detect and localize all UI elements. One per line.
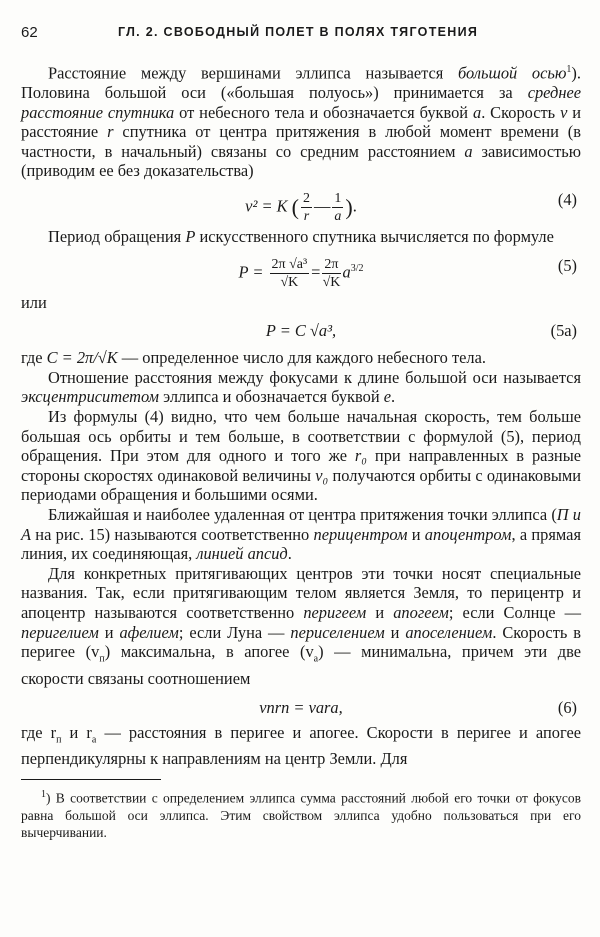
equation-5a: P = C √a³, (5a) xyxy=(265,321,577,341)
paragraph-special-names: Для конкретных притягивающих центров эти точки носят специальные названия. Так, если притягивающим телом является Земля, то перицентр и апоцентр называются соответственно перигеем и апогеем; если Солнце — перигелием и афелием; если Луна — периселением и апоселением. Скорость в перигее $(v_п)$ максимальна, в апогее $(v_а)$ — минимальна, причем эти две скорости связаны соотношением xyxy=(21,563,582,688)
chapter-title: ГЛ. 2. СВОБОДНЫЙ ПОЛЕТ В ПОЛЯХ ТЯГОТЕНИЯ xyxy=(118,25,479,39)
paragraph-major-axis: Расстояние между вершинами эллипса называется большой осью$^1$). Половина большой оси («большая полуось») принимается за среднее расстояние спутника от небесного тела и обозначается буквой a. Скорость v и расстояние r спутника от центра притяжения в любой момент времени (в частности, в начальный) связаны со средним расстоянием a зависимостью (приводим ее без доказательства) xyxy=(21,63,582,181)
equation-4: v² = K ( $\frac{2}{r}$ — $\frac{1}{a}$ ). (4) xyxy=(245,190,577,225)
paragraph-period: Период обращения P искусственного спутника вычисляется по формуле xyxy=(48,227,554,247)
paragraph-perpendicular: где $r_п$ и $r_а$ — расстояния в перигее и апогее. Скорости в перигее и апогее перпендикулярны к направлениям на центр Земли. Для xyxy=(21,722,582,769)
paragraph-constant: где C = 2π/√K — определенное число для каждого небесного тела. xyxy=(21,348,486,368)
paragraph-formula-consequence: Из формулы (4) видно, что чем больше начальная скорость, тем больше большая ось орбиты и тем больше, в соответствии с формулой (5), период обращения. При этом для одного и того же r₀ при направленных в разные стороны скоростях одинаковой величины v₀ получаются орбиты с одинаковыми периодами обращения и большими осями. xyxy=(21,407,581,505)
running-header xyxy=(0,20,600,48)
equation-number: (4) xyxy=(557,190,577,210)
page-number: 62 xyxy=(21,24,38,41)
equation-number: (5) xyxy=(557,255,577,275)
paragraph-apsides: Ближайшая и наиболее удаленная от центра притяжения точки эллипса (П и А на рис. 15) называются соответственно перицентром и апоцентром, а прямая линия, их соединяющая, линией апсид. xyxy=(21,504,581,564)
connector-word: или xyxy=(21,292,47,312)
footnote: $^1$) В соответствии с определением эллипса сумма расстояний любой его точки от фокусов равна большой оси эллипса. Этим свойством эллипса удобно пользоваться при его вычерчивании. xyxy=(21,789,581,840)
equation-5: P = $\frac{\text{2π √a³}}{√K}$ = $\frac{2\pi}{√K}$ $a^{3/2}$ (5) xyxy=(238,255,577,290)
paragraph-eccentricity: Отношение расстояния между фокусами к длине большой оси называется эксцентриситетом эллипса и обозначается буквой e. xyxy=(21,367,581,407)
main-text xyxy=(21,60,581,841)
footnote-divider xyxy=(21,779,161,780)
equation-6: vпrп = vаrа, (6) xyxy=(259,697,577,717)
equation-number: (6) xyxy=(557,697,577,717)
equation-number: (5a) xyxy=(550,321,577,341)
